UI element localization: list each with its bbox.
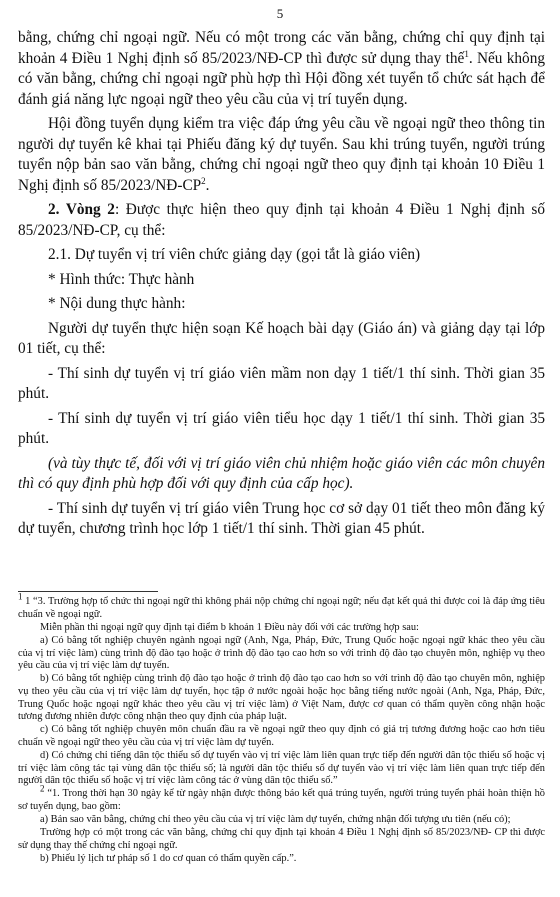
paragraph: bằng, chứng chỉ ngoại ngữ. Nếu có một trong các văn bằng, chứng chỉ quy định tại khoản 4 Điều 1 Nghị định số 85/2023/NĐ-CP thì được sử dụng thay thế$^1$. Nếu không có văn bằng, chứng chỉ ngoại ngữ phù hợp thì Hội đồng xét tuyển tổ chức sát hạch để đánh giá năng lực ngoại ngữ theo yêu cầu của vị trí tuyển dụng.: [18, 29, 545, 108]
list-item: - Thí sinh dự tuyển vị trí giáo viên Trung học cơ sở dạy 01 tiết theo môn đăng ký dự tuyển, chương trình học lớp 1 tiết/1 thí sinh. Thời gian 45 phút.: [18, 499, 545, 537]
footnote-text: a) Có bằng tốt nghiệp chuyên ngành ngoại ngữ (Anh, Nga, Pháp, Đức, Trung Quốc hoặc ngoại ngữ khác theo yêu cầu của vị trí việc làm) cùng trình độ đào tạo hoặc ở trình độ đào tạo cao hơn so với trình độ đào tạo chuyên môn, nghiệp vụ theo yêu cầu của vị trí việc làm dự tuyển.: [18, 634, 545, 672]
footnotes: [18, 591, 545, 866]
paragraph: * Hình thức: Thực hành: [48, 270, 195, 288]
paragraph: 2.1. Dự tuyển vị trí viên chức giảng dạy (gọi tắt là giáo viên): [48, 246, 421, 263]
footnote-2: $^2$ “1. Trong thời hạn 30 ngày kể từ ngày nhận được thông báo kết quả trúng tuyển, người trúng tuyển phải hoàn thiện hồ sơ tuyển dụng, bao gồm:: [18, 784, 545, 813]
footnote-text: d) Có chứng chỉ tiếng dân tộc thiểu số dự tuyển vào vị trí việc làm liên quan trực tiếp đến người dân tộc thiểu số hoặc vị trí việc làm công tác tại vùng dân tộc thiểu số; là người dân tộc thiểu số dự tuyển vào vị trí việc làm liên quan trực tiếp đến người dân tộc thiểu số hoặc vị trí việc làm công tác ở vùng dân tộc thiểu số.”: [18, 750, 545, 787]
footnote-1: $^1$ 1 “3. Trường hợp tổ chức thi ngoại ngữ thì không phải nộp chứng chỉ ngoại ngữ; nếu đạt kết quả thi được coi là đáp ứng tiêu chuẩn về ngoại ngữ.: [18, 591, 545, 620]
section-heading-round-2: 2. Vòng 2: Được thực hiện theo quy định tại khoản 4 Điều 1 Nghị định số 85/2023/NĐ-CP, cụ thể:: [18, 201, 545, 239]
footnote-ref[interactable]: 1: [464, 48, 469, 59]
footnote-text: a) Bản sao văn bằng, chứng chỉ theo yêu cầu của vị trí việc làm dự tuyển, chứng nhận đối tượng ưu tiên (nếu có);: [40, 814, 511, 826]
footnote-separator: [18, 591, 158, 592]
footnote-text: c) Có bằng tốt nghiệp chuyên môn chuẩn đầu ra về ngoại ngữ theo quy định có giá trị tương đương hoặc cao hơn tiêu chuẩn về ngoại ngữ theo yêu cầu của vị trí việc làm dự tuyển.: [18, 724, 545, 748]
paragraph: Người dự tuyển thực hiện soạn Kế hoạch bài dạy (Giáo án) và giảng dạy tại lớp 01 tiết, cụ thể:: [18, 319, 545, 357]
main-body: [18, 28, 545, 544]
footnote-ref[interactable]: 2: [201, 175, 206, 186]
paragraph: * Nội dung thực hành:: [48, 295, 186, 312]
list-item: - Thí sinh dự tuyển vị trí giáo viên tiểu học dạy 1 tiết/1 thí sinh. Thời gian 35 phút.: [18, 409, 545, 447]
footnote-text: b) Có bằng tốt nghiệp cùng trình độ đào tạo hoặc ở trình độ đào tạo cao hơn so với trình độ đào tạo chuyên môn, nghiệp vụ theo yêu cầu của vị trí việc làm dự tuyển, học tập ở nước ngoài hoặc học bằng tiếng nước ngoài (Anh, Nga, Pháp, Đức, Trung Quốc hoặc ngoại ngữ khác theo yêu cầu vị trí việc làm) ở Việt Nam, được cơ quan có thẩm quyền công nhận hoặc tương đương nhiên được công nhận theo quy định của pháp luật.: [18, 673, 545, 723]
page-number: 5: [276, 6, 284, 21]
paragraph: Hội đồng tuyển dụng kiểm tra việc đáp ứng yêu cầu về ngoại ngữ theo thông tin người dự tuyển kê khai tại Phiếu đăng ký dự tuyển. Sau khi trúng tuyển, người trúng tuyển nộp bản sao văn bằng, chứng chỉ ngoại ngữ theo quy định tại khoản 10 Điều 1 Nghị định số $85/2023/NĐ-CP^2$.: [18, 115, 545, 194]
italic-note: (và tùy thực tế, đối với vị trí giáo viên chủ nhiệm hoặc giáo viên các môn chuyên thì có quy định phù hợp đối với quy định của cấp học).: [18, 454, 545, 492]
list-item: - Thí sinh dự tuyển vị trí giáo viên mầm non dạy 1 tiết/1 thí sinh. Thời gian 35 phút.: [18, 364, 545, 402]
footnote-text: Trường hợp có một trong các văn bằng, chứng chỉ quy định tại khoản 4 Điều 1 Nghị định số 85/2023/NĐ- CP thì được sử dụng thay thế chứng chỉ ngoại ngữ.: [18, 827, 545, 852]
footnote-text: b) Phiếu lý lịch tư pháp số 1 do cơ quan có thẩm quyền cấp.”.: [40, 853, 297, 865]
footnote-text: Miễn phần thi ngoại ngữ quy định tại điểm b khoản 1 Điều này đối với các trường hợp sau:: [40, 621, 419, 633]
